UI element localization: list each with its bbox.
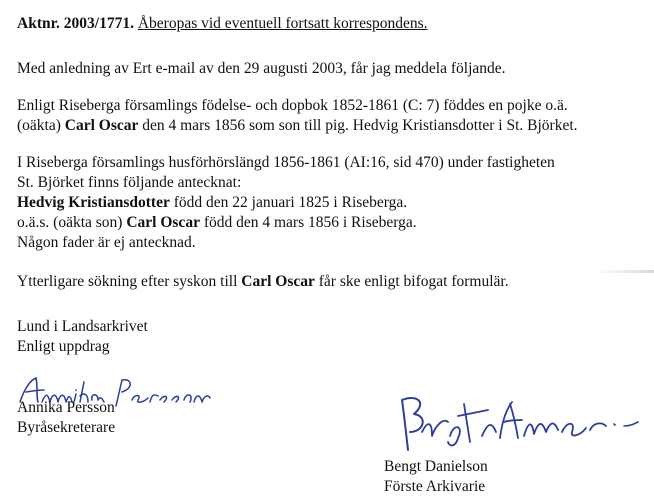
father-note: Någon fader är ej antecknad.	[17, 234, 196, 251]
reference-line	[17, 15, 428, 33]
son-details: född den 4 mars 1856 i Riseberga.	[199, 214, 417, 231]
household-line-2: St. Björket finns följande antecknat:	[17, 174, 242, 191]
closing-mandate: Enligt uppdrag	[17, 338, 110, 355]
search-prefix: Ytterligare sökning efter syskon till	[17, 273, 242, 290]
signature-bengt-danielson	[392, 392, 644, 454]
birth-record-line-2	[17, 117, 578, 135]
reference-note: Åberopas vid eventuell fortsatt korrespondens.	[137, 15, 428, 32]
paper-edge-shadow	[594, 270, 654, 273]
case-number: Aktnr. 2003/1771.	[17, 15, 134, 32]
signer1-name: Annika Persson	[17, 399, 115, 416]
son-entry	[17, 214, 417, 232]
mother-details: född den 22 januari 1825 i Riseberga.	[169, 194, 408, 211]
intro-paragraph: Med anledning av Ert e-mail av den 29 augusti 2003, får jag meddela följande.	[17, 60, 506, 77]
search-rest: får ske enligt bifogat formulär.	[314, 273, 509, 290]
household-line-1: I Riseberga församlings husförhörslängd 1856-1861 (AI:16, sid 470) under fastigheten	[17, 154, 555, 171]
birth-prefix: (oäkta)	[17, 117, 65, 134]
child-name: Carl Oscar	[64, 117, 139, 134]
mother-entry	[17, 194, 407, 212]
mother-name: Hedvig Kristiansdotter	[17, 194, 170, 211]
signer2-name: Bengt Danielson	[384, 458, 488, 475]
birth-record-line-1: Enligt Riseberga församlings födelse- och dopbok 1852-1861 (C: 7) föddes en pojke o.ä.	[17, 97, 568, 114]
signer2-title: Förste Arkivarie	[384, 478, 486, 495]
search-name: Carl Oscar	[241, 273, 315, 290]
birth-rest: den 4 mars 1856 som son till pig. Hedvig Kristiansdotter i St. Björket.	[138, 117, 578, 134]
search-note	[17, 273, 509, 291]
son-name: Carl Oscar	[126, 214, 200, 231]
son-prefix: o.ä.s. (oäkta son)	[17, 214, 127, 231]
closing-place: Lund i Landsarkrivet	[17, 318, 148, 335]
signer1-title: Byråsekreterare	[17, 419, 116, 436]
